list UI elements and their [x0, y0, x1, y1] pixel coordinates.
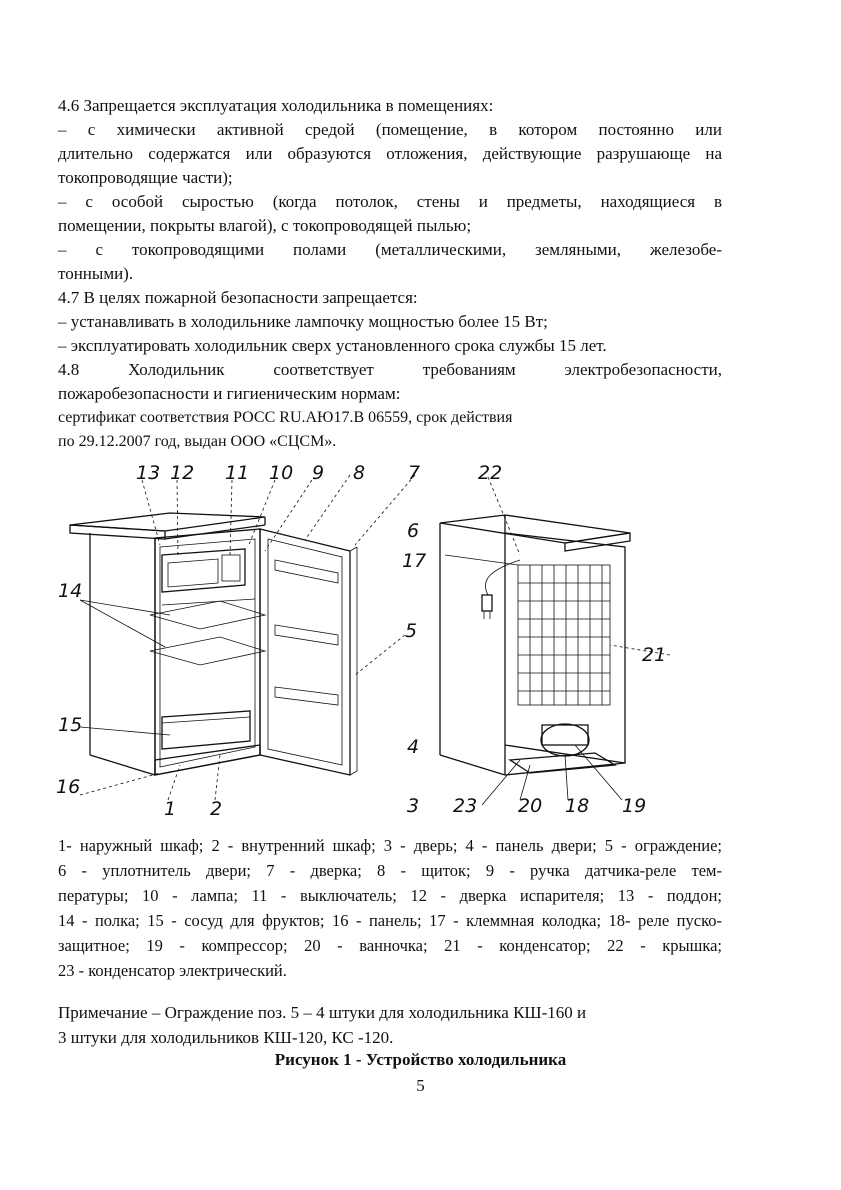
section-4-6-item2-a: – с особой сыростью (когда потолок, стены и предметы, находящиеся в: [58, 192, 722, 211]
front-fridge-drawing: [70, 475, 418, 800]
label-16: 16: [56, 776, 81, 798]
label-4: 4: [407, 736, 420, 758]
section-4-7-item1: – устанавливать в холодильнике лампочку мощностью более 15 Вт;: [58, 312, 548, 331]
label-13: 13: [136, 462, 161, 484]
legend-line-3: пературы; 10 - лампа; 11 - выключатель; 12 - дверка испарителя; 13 - поддон;: [58, 886, 722, 905]
label-6: 6: [407, 520, 420, 542]
label-5: 5: [405, 620, 418, 642]
label-20: 20: [518, 795, 543, 817]
label-10: 10: [269, 462, 294, 484]
label-22: 22: [478, 462, 503, 484]
label-1: 1: [164, 798, 177, 820]
back-fridge-drawing: [440, 477, 670, 805]
section-4-6-item3-b: тонными).: [58, 264, 134, 283]
label-3: 3: [407, 795, 420, 817]
note-line-2: 3 штуки для холодильников КШ-120, КС -120.: [58, 1028, 394, 1047]
label-21: 21: [642, 644, 667, 666]
label-15: 15: [58, 714, 83, 736]
section-4-6-item2-b: помещении, покрыты влагой), с токопроводящей пылью;: [58, 216, 472, 235]
label-11: 11: [225, 462, 250, 484]
note-line-1: Примечание – Ограждение поз. 5 – 4 штуки для холодильника КШ-160 и: [58, 1003, 587, 1022]
legend-line-4: 14 - полка; 15 - сосуд для фруктов; 16 - панель; 17 - клеммная колодка; 18- реле пуско-: [58, 911, 722, 930]
page-number: 5: [416, 1076, 425, 1095]
label-14: 14: [58, 580, 83, 602]
label-19: 19: [622, 795, 647, 817]
label-18: 18: [565, 795, 590, 817]
refrigerator-diagram: [50, 455, 740, 825]
legend-line-6: 23 - конденсатор электрический.: [58, 961, 287, 980]
label-7: 7: [408, 462, 421, 484]
label-23: 23: [453, 795, 478, 817]
section-4-6-heading: 4.6 Запрещается эксплуатация холодильника в помещениях:: [58, 96, 494, 115]
label-2: 2: [210, 798, 223, 820]
section-4-6-item1-c: токопроводящие части);: [58, 168, 233, 187]
legend-line-1: 1- наружный шкаф; 2 - внутренний шкаф; 3 - дверь; 4 - панель двери; 5 - ограждение;: [58, 836, 722, 855]
condenser-grid: [518, 565, 610, 705]
section-4-8-line2: пожаробезопасности и гигиеническим нормам:: [58, 384, 401, 403]
label-12: 12: [170, 462, 195, 484]
legend-line-2: 6 - уплотнитель двери; 7 - дверка; 8 - щиток; 9 - ручка датчика-реле тем-: [58, 861, 722, 880]
section-4-6-item1-a: – с химически активной средой (помещение, в котором постоянно или: [58, 120, 722, 139]
figure-title: Рисунок 1 - Устройство холодильника: [274, 1050, 567, 1069]
certificate-line: сертификат соответствия РОСС RU.АЮ17.В 06559, срок действия: [58, 409, 513, 426]
section-4-6-item1-b: длительно содержатся или образуются отложения, действующие разрушающе на: [58, 144, 722, 163]
label-17: 17: [402, 550, 427, 572]
legend-line-5: защитное; 19 - компрессор; 20 - ванночка; 21 - конденсатор; 22 - крышка;: [58, 936, 722, 955]
section-4-6-item3-a: – с токопроводящими полами (металлическими, земляными, железобе-: [58, 240, 722, 259]
label-9: 9: [312, 462, 325, 484]
section-4-7-item2: – эксплуатировать холодильник сверх установленного срока службы 15 лет.: [58, 336, 607, 355]
section-4-7-heading: 4.7 В целях пожарной безопасности запрещается:: [58, 288, 418, 307]
certificate-validity-line: по 29.12.2007 год, выдан ООО «СЦСМ».: [58, 433, 337, 450]
label-8: 8: [353, 462, 366, 484]
section-4-8-line1: 4.8 Холодильник соответствует требованиям электробезопасности,: [58, 360, 722, 379]
